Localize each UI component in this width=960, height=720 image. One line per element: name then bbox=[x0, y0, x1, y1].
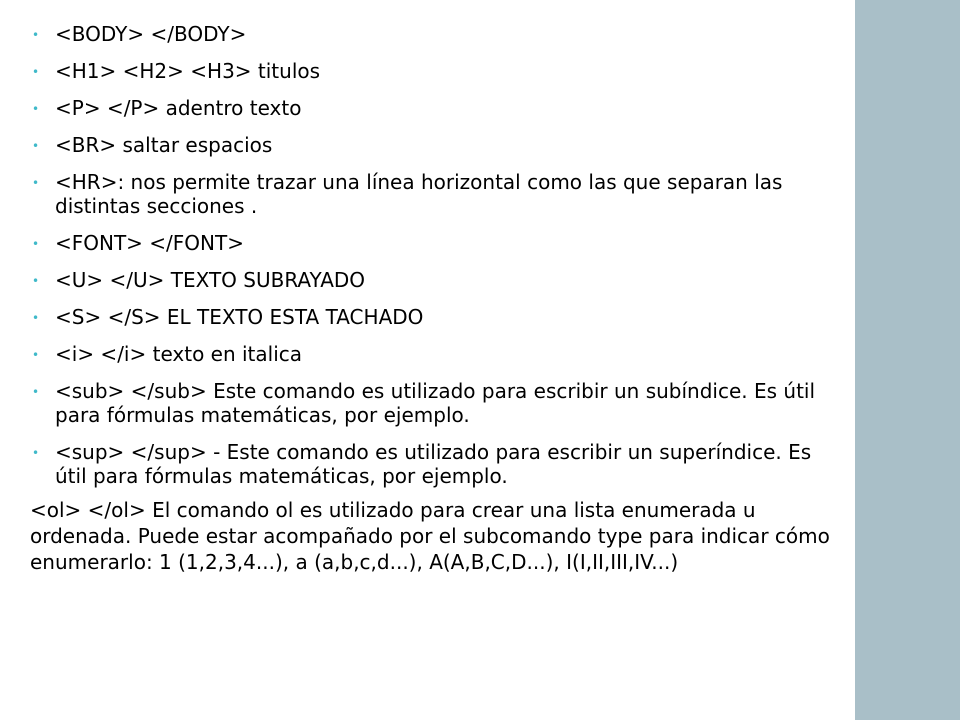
bullet-icon: • bbox=[32, 446, 40, 460]
bullet-icon: • bbox=[32, 385, 40, 399]
list-item-text: <H1> <H2> <H3> titulos bbox=[55, 59, 321, 83]
bullet-icon: • bbox=[32, 65, 40, 79]
list-item bbox=[30, 96, 830, 120]
bullet-icon: • bbox=[32, 274, 40, 288]
list-item bbox=[30, 59, 830, 83]
bullet-icon: • bbox=[32, 237, 40, 251]
list-item bbox=[30, 231, 830, 255]
list-item-text: <S> </S> EL TEXTO ESTA TACHADO bbox=[55, 305, 424, 329]
list-item-text: <BODY> </BODY> bbox=[55, 22, 247, 46]
list-item-text: <U> </U> TEXTO SUBRAYADO bbox=[55, 268, 366, 292]
decorative-side-panel bbox=[855, 0, 960, 720]
list-item bbox=[30, 22, 830, 46]
list-item bbox=[30, 305, 830, 329]
bullet-icon: • bbox=[32, 176, 40, 190]
list-item bbox=[30, 379, 830, 427]
list-item bbox=[30, 133, 830, 157]
list-item bbox=[30, 268, 830, 292]
bullet-icon: • bbox=[32, 139, 40, 153]
bullet-icon: • bbox=[32, 311, 40, 325]
list-item-text: <P> </P> adentro texto bbox=[55, 96, 302, 120]
bullet-icon: • bbox=[32, 102, 40, 116]
list-item-text: <BR> saltar espacios bbox=[55, 133, 273, 157]
list-item bbox=[30, 440, 830, 488]
list-item-text: <sub> </sub> Este comando es utilizado para escribir un subíndice. Es útil para fórmulas matemáticas, por ejemplo. bbox=[55, 379, 816, 427]
list-item-text: <sup> </sup> - Este comando es utilizado para escribir un superíndice. Es útil para fórmulas matemáticas, por ejemplo. bbox=[55, 440, 812, 488]
list-item bbox=[30, 342, 830, 366]
bullet-icon: • bbox=[32, 28, 40, 42]
ol-paragraph: <ol> </ol> El comando ol es utilizado para crear una lista enumerada u ordenada. Puede estar acompañado por el subcomando type para indicar cómo enumerarlo: 1 (1,2,3,4...), a (a,b,c,d...), A(A,B,C,D...), I(I,II,III,IV...) bbox=[30, 498, 830, 574]
bullet-icon: • bbox=[32, 348, 40, 362]
list-item-text: <FONT> </FONT> bbox=[55, 231, 244, 255]
list-item bbox=[30, 170, 830, 218]
list-item-text: <i> </i> texto en italica bbox=[55, 342, 303, 366]
slide-content bbox=[30, 22, 830, 575]
list-item-text: <HR>: nos permite trazar una línea horizontal como las que separan las distintas secciones . bbox=[55, 170, 783, 218]
bullet-list bbox=[30, 22, 830, 488]
